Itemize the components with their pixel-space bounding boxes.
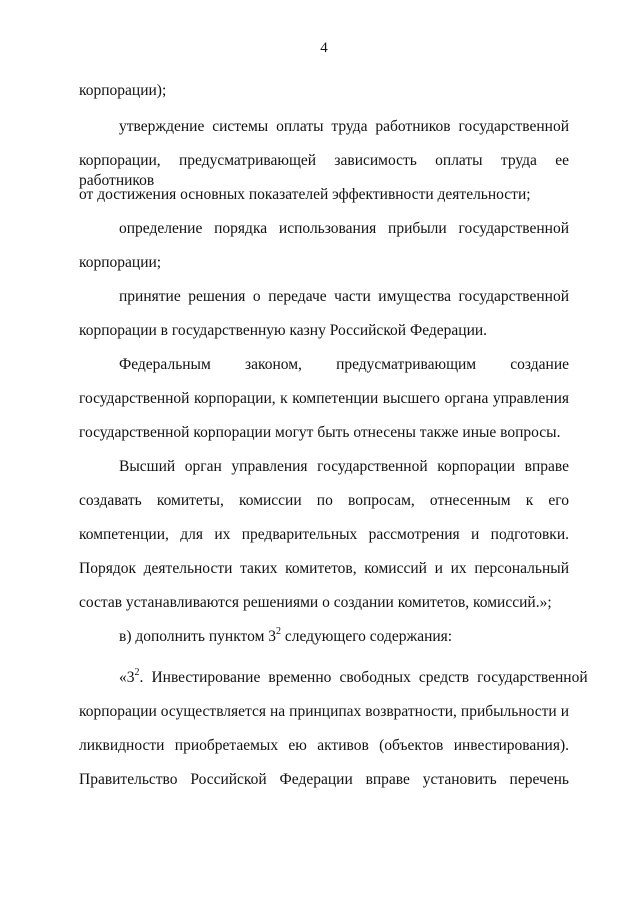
text-line: корпорации осуществляется на принципах возвратности, прибыльности и (79, 703, 569, 720)
text-line (119, 666, 588, 688)
text-line: корпорации в государственную казну Российской Федерации. (79, 322, 488, 339)
text-line: корпорации; (79, 254, 162, 271)
text-line: компетенции, для их предварительных рассмотрения и подготовки. (79, 526, 569, 543)
text-fragment: . Инвестирование временно свободных средств государственной (139, 669, 588, 686)
text-fragment: «3 (119, 669, 135, 686)
text-line: создавать комитеты, комиссии по вопросам, отнесенным к его (79, 492, 569, 509)
text-line: от достижения основных показателей эффективности деятельности; (79, 186, 531, 203)
text-line: состав устанавливаются решениями о создании комитетов, комиссий.»; (79, 594, 552, 611)
text-line: государственной корпорации могут быть отнесены также иные вопросы. (79, 424, 561, 441)
superscript: 2 (134, 666, 140, 678)
text-line: корпорации, предусматривающей зависимость оплаты труда ее работников (79, 152, 569, 189)
text-line: принятие решения о передаче части имущества государственной (119, 288, 569, 305)
text-fragment: в) дополнить пунктом 3 (119, 628, 276, 645)
text-line: Порядок деятельности таких комитетов, комиссий и их персональный (79, 560, 569, 577)
text-line: ликвидности приобретаемых ею активов (объектов инвестирования). (79, 737, 569, 754)
text-line (119, 627, 569, 647)
text-line: Правительство Российской Федерации вправе установить перечень (79, 771, 569, 788)
text-fragment: следующего содержания: (281, 628, 453, 645)
text-line: государственной корпорации, к компетенции высшего органа управления (79, 390, 569, 407)
superscript: 2 (276, 625, 281, 637)
text-line: определение порядка использования прибыли государственной (119, 220, 569, 237)
text-line: Федеральным законом, предусматривающим создание (119, 356, 569, 373)
text-line: Высший орган управления государственной корпорации вправе (119, 458, 569, 475)
page-number: 4 (320, 40, 328, 56)
text-line: корпорации); (79, 82, 167, 99)
text-line: утверждение системы оплаты труда работников государственной (119, 118, 569, 135)
